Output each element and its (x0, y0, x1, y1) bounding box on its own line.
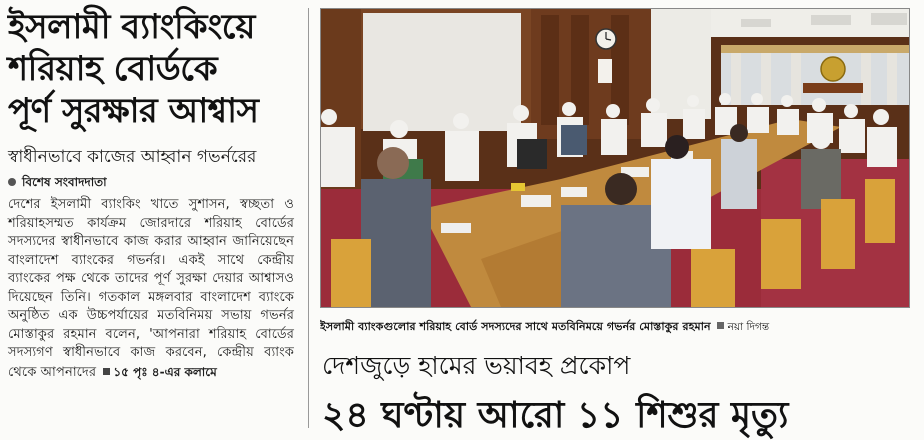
story-body (8, 196, 294, 382)
continued-on-text: ১৫ পৃঃ ৪-এর কলামে (113, 364, 217, 379)
square-marker-icon (717, 322, 724, 329)
story-headline (8, 6, 300, 132)
story2-headline: ২৪ ঘণ্টায় আরো ১১ শিশুর মৃত্যু (322, 395, 789, 436)
meeting-room-image (321, 9, 909, 307)
story2-kicker: দেশজুড়ে হামের ভয়াবহ প্রকোপ (322, 351, 631, 380)
column-divider (308, 8, 309, 428)
headline-line-3: পূর্ণ সুরক্ষার আশ্বাস (8, 91, 259, 131)
continued-on (100, 365, 216, 379)
story-body-text: দেশের ইসলামী ব্যাংকিং খাতে সুশাসন, স্বচ্ছতা ও শরিয়াহসম্মত কার্যক্রম জোরদারে শরিয়াহ বোর্ডের সদস্যদের স্বাধীনভাবে কাজ করার আহ্বান জানিয়েছেন বাংলাদেশ ব্যাংকের গভর্নর। একই সাথে কেন্দ্রীয় ব্যাংকের পক্ষ থেকে তাদের পূর্ণ সুরক্ষা দেয়ার আশ্বাসও দিয়েছেন তিনি। গতকাল মঙ্গলবার বাংলাদেশ ব্যাংকে অনুষ্ঠিত এক উচ্চপর্যায়ের মতবিনিময় সভায় গভর্নর মোস্তাকুর রহমান বলেন, 'আপনারা শরিয়াহ বোর্ডের সদস্যগণ স্বাধীনভাবে কাজ করবেন, কেন্দ্রীয় ব্যাংক থেকে আপনাদের (8, 197, 294, 380)
meeting-photo (320, 8, 910, 308)
square-marker-icon (103, 368, 110, 375)
byline (8, 174, 300, 190)
photo-caption-text: ইসলামী ব্যাংকগুলোর শরিয়াহ বোর্ড সদস্যদের সাথে মতবিনিময়ে গভর্নর মোস্তাকুর রহমান (320, 320, 711, 333)
lead-story (0, 0, 300, 440)
story-subheadline: স্বাধীনভাবে কাজের আহ্বান গভর্নরের (8, 147, 257, 167)
byline-text: বিশেষ সংবাদদাতা (22, 175, 107, 189)
photo-caption (320, 319, 910, 335)
photo-credit: নয়া দিগন্ত (727, 321, 770, 333)
headline-line-2: শরিয়াহ বোর্ডকে (8, 49, 218, 89)
headline-line-1: ইসলামী ব্যাংকিংয়ে (8, 7, 255, 47)
bullet-icon (8, 178, 16, 186)
